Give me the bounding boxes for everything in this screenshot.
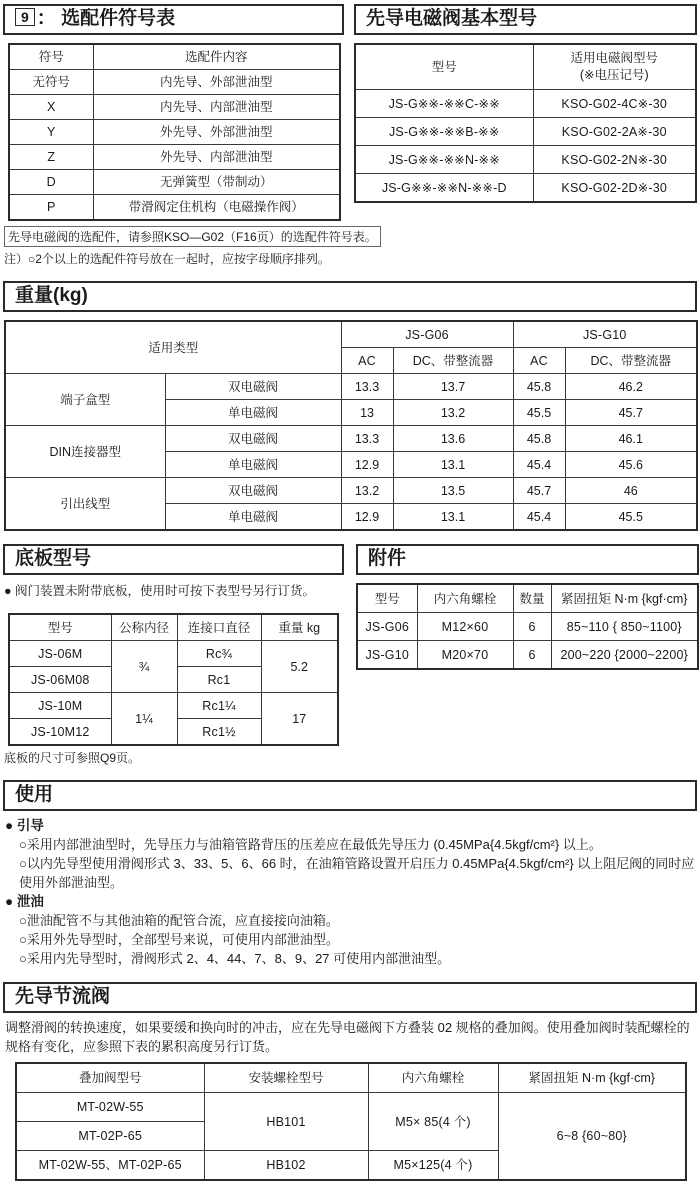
content-cell: 内先导、外部泄油型: [93, 70, 340, 95]
baseplate-dimension-note: 底板的尺寸可参照Q9页。: [4, 751, 141, 765]
weight-value: 13: [341, 400, 393, 426]
title-colon: ：: [36, 8, 56, 29]
bolt-cell: M12×60: [417, 613, 513, 641]
weight-value: 45.5: [513, 400, 565, 426]
symbol-cell: 无符号: [9, 70, 93, 95]
valve-type-cell: 单电磁阀: [165, 504, 341, 531]
weight-value: 45.7: [513, 478, 565, 504]
table-row: [9, 95, 340, 120]
weight-value: 13.5: [393, 478, 513, 504]
group-header-jsg06: JS-G06: [341, 321, 513, 348]
weight-value: 45.6: [565, 452, 697, 478]
col-header-content: 选配件内容: [93, 44, 340, 70]
weight-value: 13.1: [393, 452, 513, 478]
section-title-weight: 重量(kg): [3, 281, 697, 312]
usage-body: [5, 816, 697, 968]
model-cell: JS-10M: [9, 693, 111, 719]
applicable-cell: KSO-G02-4C※-30: [533, 90, 696, 118]
section-title-accessory: 附件: [356, 544, 699, 575]
weight-cell: 17: [261, 693, 338, 746]
weight-value: 46: [565, 478, 697, 504]
table-row: [357, 641, 698, 670]
pilot-solenoid-table: [354, 43, 697, 203]
weight-value: 13.2: [393, 400, 513, 426]
socket-bolt-cell: M5×125(4 个): [368, 1151, 498, 1181]
bolt-cell: M20×70: [417, 641, 513, 670]
table-row: [5, 374, 697, 400]
qty-cell: 6: [513, 641, 551, 670]
model-cell: JS-06M: [9, 641, 111, 667]
table-row: [355, 174, 696, 203]
usage-section: [3, 780, 697, 968]
group-name-cell: 端子盒型: [5, 374, 165, 426]
subheader-dc: DC、带整流器: [565, 348, 697, 374]
col-header-torque: 紧固扭矩 N·m {kgf·cm}: [498, 1063, 686, 1093]
table-row: [9, 70, 340, 95]
usage-item: ○采用内部泄油型时，先导压力与油箱管路背压的压差应在最低先导压力 (0.45MPa{4.5kgf/cm²} 以上。: [19, 837, 602, 852]
col-header-model: 型号: [357, 584, 417, 613]
usage-heading-pilot: ● 引导: [5, 818, 44, 833]
bore-cell: 1¼: [111, 693, 177, 746]
table-header-row: [357, 584, 698, 613]
col-header-bore: 公称内径: [111, 614, 177, 641]
weight-value: 45.4: [513, 452, 565, 478]
corner-header: 适用类型: [5, 321, 341, 374]
throttle-section: [3, 982, 697, 1181]
weight-value: 13.6: [393, 426, 513, 452]
section-title-usage: 使用: [3, 780, 697, 811]
qty-cell: 6: [513, 613, 551, 641]
group-header-jsg10: JS-G10: [513, 321, 697, 348]
usage-item: ○泄油配管不与其他油箱的配管合流，应直接接向油箱。: [19, 913, 339, 928]
table-row: [16, 1093, 686, 1122]
col-header-stack-valve: 叠加阀型号: [16, 1063, 204, 1093]
bolt-model-cell: HB101: [204, 1093, 368, 1151]
col-header-model: 型号: [9, 614, 111, 641]
symbol-cell: X: [9, 95, 93, 120]
port-cell: Rc1½: [177, 719, 261, 746]
section-title-text: 选配件符号表: [61, 8, 176, 29]
baseplate-section: [3, 544, 344, 766]
col-header-weight: 重量 kg: [261, 614, 338, 641]
weight-value: 13.2: [341, 478, 393, 504]
pilot-solenoid-section: [354, 4, 697, 203]
stack-valve-cell: MT-02W-55: [16, 1093, 204, 1122]
table-row: [5, 478, 697, 504]
weight-value: 46.2: [565, 374, 697, 400]
col-header-symbol: 符号: [9, 44, 93, 70]
content-cell: 外先导、外部泄油型: [93, 120, 340, 145]
table-row: [5, 426, 697, 452]
valve-type-cell: 双电磁阀: [165, 374, 341, 400]
model-cell: JS-G※※-※※C-※※: [355, 90, 533, 118]
table-row: [9, 641, 338, 667]
col-header-torque: 紧固扭矩 N·m {kgf·cm}: [551, 584, 698, 613]
weight-value: 13.3: [341, 426, 393, 452]
table-header-row: [16, 1063, 686, 1093]
table-header-row: [355, 44, 696, 90]
model-cell: JS-06M08: [9, 667, 111, 693]
throttle-table: [15, 1062, 687, 1181]
valve-type-cell: 双电磁阀: [165, 426, 341, 452]
weight-cell: 5.2: [261, 641, 338, 693]
section-title-pilot-solenoid: 先导电磁阀基本型号: [354, 4, 697, 35]
table-header-row: [9, 44, 340, 70]
col-header-applicable: [533, 44, 696, 90]
bore-cell: ¾: [111, 641, 177, 693]
group-name-cell: DIN连接器型: [5, 426, 165, 478]
symbol-cell: D: [9, 170, 93, 195]
col-header-port: 连接口直径: [177, 614, 261, 641]
weight-value: 13.1: [393, 504, 513, 531]
col-header-bolt: 内六角螺栓: [417, 584, 513, 613]
table-row: [9, 145, 340, 170]
col-header-bolt-model: 安装螺栓型号: [204, 1063, 368, 1093]
usage-item: ○采用外先导型时，全部型号来说，可使用内部泄油型。: [19, 932, 339, 947]
weight-table: [4, 320, 698, 531]
content-cell: 无弹簧型（带制动）: [93, 170, 340, 195]
weight-value: 45.8: [513, 426, 565, 452]
table-row: [9, 170, 340, 195]
table-row: [9, 120, 340, 145]
bolt-model-cell: HB102: [204, 1151, 368, 1181]
baseplate-table: [8, 613, 339, 746]
section-title-throttle: 先导节流阀: [3, 982, 697, 1013]
baseplate-bullet-note: ● 阀门装置未附带底板，使用时可按下表型号另行订货。: [4, 584, 316, 598]
accessory-section: [356, 544, 699, 670]
group-name-cell: 引出线型: [5, 478, 165, 531]
subheader-dc: DC、带整流器: [393, 348, 513, 374]
table-header-row: [9, 614, 338, 641]
valve-type-cell: 双电磁阀: [165, 478, 341, 504]
stack-valve-cell: MT-02W-55、MT-02P-65: [16, 1151, 204, 1181]
table-row: [355, 146, 696, 174]
table-header-row: [5, 321, 697, 348]
mid-row: [3, 544, 697, 766]
subheader-ac: AC: [513, 348, 565, 374]
section-number-badge: 9: [15, 8, 35, 26]
weight-value: 13.3: [341, 374, 393, 400]
subheader-ac: AC: [341, 348, 393, 374]
weight-value: 45.5: [565, 504, 697, 531]
col-header-line1: 适用电磁阀型号: [570, 51, 658, 65]
table-row: [355, 118, 696, 146]
valve-type-cell: 单电磁阀: [165, 452, 341, 478]
throttle-paragraph: 调整滑阀的转换速度，如果要缓和换向时的冲击，应在先导电磁阀下方叠装 02 规格的叠加阀。使用叠加阀时装配螺栓的规格有变化，应参照下表的累积高度另行订货。: [5, 1020, 690, 1054]
weight-value: 46.1: [565, 426, 697, 452]
torque-cell: 200~220 {2000~2200}: [551, 641, 698, 670]
model-cell: JS-G06: [357, 613, 417, 641]
option-symbols-section: [3, 4, 377, 267]
model-cell: JS-G※※-※※N-※※-D: [355, 174, 533, 203]
section-title-baseplate: 底板型号: [3, 544, 344, 575]
option-symbols-table: [8, 43, 341, 221]
model-cell: JS-10M12: [9, 719, 111, 746]
table-row: [355, 90, 696, 118]
symbol-cell: Y: [9, 120, 93, 145]
weight-value: 45.4: [513, 504, 565, 531]
content-cell: 外先导、内部泄油型: [93, 145, 340, 170]
stack-valve-cell: MT-02P-65: [16, 1122, 204, 1151]
col-header-line2: (※电压记号): [579, 68, 649, 82]
model-cell: JS-G※※-※※N-※※: [355, 146, 533, 174]
weight-value: 45.8: [513, 374, 565, 400]
model-cell: JS-G10: [357, 641, 417, 670]
applicable-cell: KSO-G02-2N※-30: [533, 146, 696, 174]
weight-value: 45.7: [565, 400, 697, 426]
usage-item: ○采用内先导型时，滑阀形式 2、4、44、7、8、9、27 可使用内部泄油型。: [19, 951, 451, 966]
port-cell: Rc¾: [177, 641, 261, 667]
content-cell: 内先导、内部泄油型: [93, 95, 340, 120]
col-header-model: 型号: [355, 44, 533, 90]
col-header-socket-bolt: 内六角螺栓: [368, 1063, 498, 1093]
symbol-cell: P: [9, 195, 93, 221]
applicable-cell: KSO-G02-2A※-30: [533, 118, 696, 146]
weight-value: 12.9: [341, 504, 393, 531]
usage-item: ○以内先导型使用滑阀形式 3、33、5、6、66 时，在油箱管路设置开启压力 0.45MPa{4.5kgf/cm²} 以上阻尼阀的同时应使用外部泄油型。: [19, 856, 695, 890]
port-cell: Rc1¼: [177, 693, 261, 719]
socket-bolt-cell: M5× 85(4 个): [368, 1093, 498, 1151]
applicable-cell: KSO-G02-2D※-30: [533, 174, 696, 203]
pilot-option-reference-note: 先导电磁阀的选配件，请参照KSO—G02（F16页）的选配件符号表。: [4, 226, 381, 247]
table-row: [9, 195, 340, 221]
torque-cell: 6~8 {60~80}: [498, 1093, 686, 1181]
weight-value: 12.9: [341, 452, 393, 478]
torque-cell: 85~110 { 850~1100}: [551, 613, 698, 641]
symbol-order-note: 注）○2个以上的选配件符号放在一起时，应按字母顺序排列。: [4, 252, 330, 266]
table-row: [9, 693, 338, 719]
symbol-cell: Z: [9, 145, 93, 170]
section-title-option-symbols: [3, 4, 344, 35]
valve-type-cell: 单电磁阀: [165, 400, 341, 426]
weight-value: 13.7: [393, 374, 513, 400]
table-row: [357, 613, 698, 641]
col-header-qty: 数量: [513, 584, 551, 613]
port-cell: Rc1: [177, 667, 261, 693]
weight-section: [3, 281, 697, 531]
accessory-table: [356, 583, 699, 670]
model-cell: JS-G※※-※※B-※※: [355, 118, 533, 146]
content-cell: 带滑阀定住机构（电磁操作阀）: [93, 195, 340, 221]
usage-heading-drain: ● 泄油: [5, 894, 44, 909]
top-row: [3, 4, 697, 267]
